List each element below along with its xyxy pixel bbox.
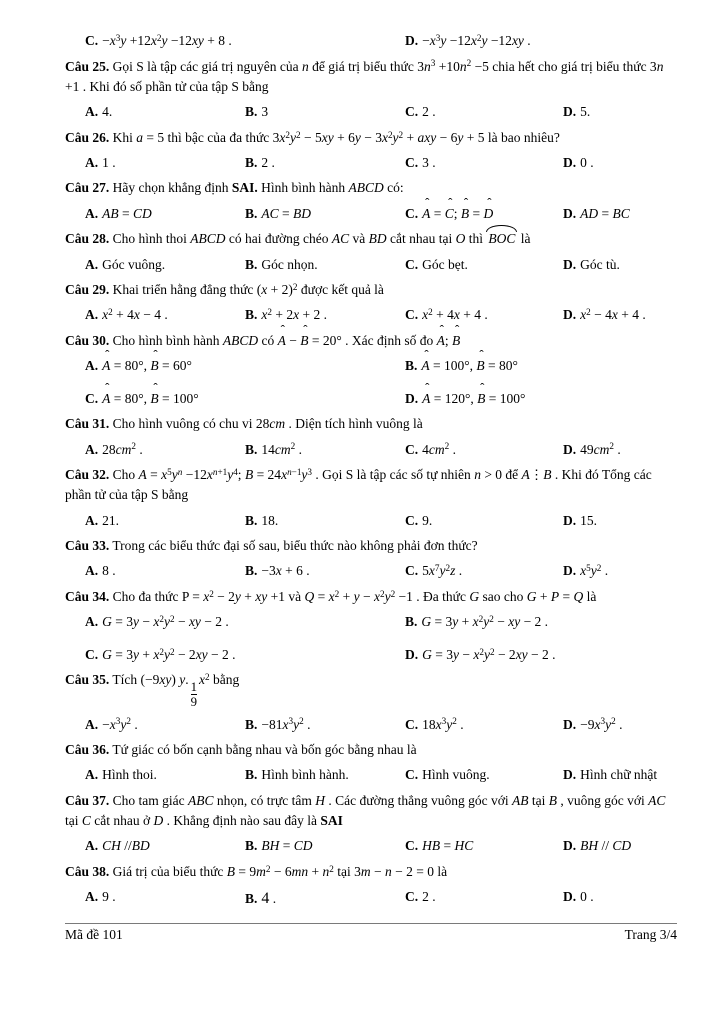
option-text: $18x^3y^2$ . (422, 716, 464, 732)
option-text: 2 . (422, 889, 436, 905)
option (85, 356, 405, 376)
option-text: $x^2 + 4x - 4$ . (102, 307, 168, 323)
option (85, 440, 245, 460)
option-text: Hình chữ nhật (580, 767, 658, 783)
question-text: Câu 38. Giá trị của biểu thức $B = 9m^2 - 6mn + n^2$ tại 3m − n − 2 = 0 là (65, 863, 448, 880)
option-key: C. (405, 104, 419, 120)
option-text: −3x + 6 . (261, 563, 310, 579)
angle-hat: ˆ B (452, 331, 460, 351)
option-key: C. (405, 154, 419, 170)
angle-hat: ˆ A (422, 389, 430, 409)
option (563, 836, 677, 856)
angle-hat: ˆ B (461, 204, 469, 224)
option (85, 255, 245, 275)
option-key: D. (563, 512, 577, 528)
options-row (65, 836, 677, 856)
question-label: Câu 30. (65, 332, 110, 348)
option-text: $28cm^2$ . (102, 441, 143, 457)
option-text: Góc nhọn. (261, 256, 318, 272)
option (85, 645, 405, 665)
option (405, 102, 563, 122)
option-key: A. (85, 512, 99, 528)
option (85, 31, 405, 51)
option-key: C. (405, 767, 419, 783)
angle-hat: ˆ B (476, 356, 484, 376)
option-key: C. (85, 646, 99, 662)
question-label: Câu 34. (65, 588, 110, 604)
option (405, 561, 563, 581)
option-text: 2 . (422, 104, 436, 120)
options-row (65, 102, 677, 122)
option-text: $14cm^2$ . (261, 441, 302, 457)
option-text: 9 . (102, 889, 116, 905)
question-text: Câu 27. Hãy chọn khẳng định SAI. Hình bình hành ABCD có: (65, 180, 404, 196)
option (405, 715, 563, 735)
option-text: $G = 3y - x^2y^2 - 2xy - 2$ . (422, 646, 556, 662)
option-key: B. (245, 154, 258, 170)
angle-hat: ˆ B (300, 331, 308, 351)
angle-hat: ˆ B (150, 389, 158, 409)
option-key: A. (85, 154, 99, 170)
option (563, 440, 677, 460)
option (85, 389, 405, 409)
option-key: D. (563, 889, 577, 905)
angle-hat: ˆ A (437, 331, 445, 351)
options-row (65, 887, 677, 910)
option (563, 715, 677, 735)
fraction: $\frac{1}{9}$ (190, 680, 198, 710)
option-text: $G = 3y - x^2y^2$ − xy − 2 . (102, 614, 229, 630)
page-footer (65, 923, 677, 945)
question-text: Câu 36. Tứ giác có bốn cạnh bằng nhau và bốn góc bằng nhau là (65, 742, 417, 758)
option-text: 3 . (422, 154, 436, 170)
question-label: Câu 32. (65, 467, 110, 483)
option-text: 9. (422, 512, 433, 528)
option (85, 102, 245, 122)
option (85, 305, 245, 325)
option (245, 836, 405, 856)
question-text: Câu 31. Cho hình vuông có chu vi 28cm . Diện tích hình vuông là (65, 416, 423, 432)
option-text: $x^2 + 4x + 4$ . (422, 307, 488, 323)
option (245, 102, 405, 122)
option-text: $4cm^2$ . (422, 441, 456, 457)
option-text: 4 . (261, 890, 277, 908)
option (563, 255, 677, 275)
option-text: $5x^7y^2z$ . (422, 563, 463, 579)
option-key: A. (85, 614, 99, 630)
option-text: CH //BD (102, 838, 150, 854)
option-text: Hình bình hành. (261, 767, 349, 783)
question-label: Câu 33. (65, 538, 110, 554)
question-text: Câu 29. Khai triển hằng đẳng thức $(x + 2)^2$ được kết quả là (65, 281, 384, 298)
page-number: Trang 3/4 (624, 927, 677, 943)
option-text: 8 . (102, 563, 116, 579)
options-row (65, 612, 677, 664)
option-key: A. (85, 256, 99, 272)
option (85, 511, 245, 531)
option (85, 765, 245, 785)
option-text: Góc bẹt. (422, 256, 468, 272)
option (85, 715, 245, 735)
option (245, 715, 405, 735)
option-text: AD = BC (580, 205, 630, 221)
option (563, 765, 677, 785)
option (563, 153, 677, 173)
option-key: B. (245, 563, 258, 579)
option-key: A. (85, 838, 99, 854)
question-text: Câu 26. Khi a = 5 thì bậc của đa thức $3x^2y^2 - 5xy + 6y - 3x^2y^2$ + axy − 6y + 5 là bao nhiêu? (65, 129, 560, 145)
angle-hat: ˆ B (477, 389, 485, 409)
option-key: D. (563, 256, 577, 272)
option-text: $G = 3y + x^2y^2 - 2xy - 2$ . (102, 646, 236, 662)
option-key: A. (85, 104, 99, 120)
options-row (65, 255, 677, 275)
option (245, 255, 405, 275)
option-text: 2 . (261, 154, 275, 170)
option (405, 765, 563, 785)
option-text: ˆ A = 100°, ˆ B = 80° (421, 358, 518, 373)
option-key: B. (245, 767, 258, 783)
angle-hat: ˆ A (422, 204, 430, 224)
option-key: D. (563, 307, 577, 323)
option-key: D. (405, 646, 419, 662)
question-label: Câu 25. (65, 58, 110, 74)
option-key: C. (405, 563, 419, 579)
options-row (65, 153, 677, 173)
option-key: C. (405, 889, 419, 905)
option (405, 305, 563, 325)
option (85, 887, 245, 910)
angle-hat: ˆ B (150, 356, 158, 376)
option-key: A. (85, 889, 99, 905)
question-label: Câu 26. (65, 129, 110, 145)
option (245, 511, 405, 531)
wide-hat: BOC (486, 229, 517, 249)
option-text: $-81x^3y^2$ . (261, 716, 311, 732)
option-key: D. (563, 154, 577, 170)
angle-hat: ˆ C (445, 204, 454, 224)
question-text: Câu 28. Cho hình thoi ABCD có hai đường chéo AC và BD cắt nhau tại O thì BOC là (65, 229, 677, 249)
option (405, 356, 677, 376)
options-row (65, 31, 677, 51)
option-key: A. (85, 307, 99, 323)
option (405, 645, 677, 665)
option (405, 612, 677, 632)
option (563, 561, 677, 581)
option-key: D. (563, 716, 577, 732)
question-text: Câu 33. Trong các biểu thức đại số sau, biểu thức nào không phải đơn thức? (65, 538, 478, 554)
option-key: B. (245, 307, 258, 323)
option-text: $x^5y^2$ . (580, 563, 609, 579)
option-key: C. (405, 716, 419, 732)
option-key: D. (563, 104, 577, 120)
option-key: B. (245, 256, 258, 272)
options-row (65, 356, 677, 408)
option-key: A. (85, 358, 99, 374)
option-text: $-x^3y -12x^2y -12xy$ . (422, 32, 531, 48)
option (405, 204, 563, 224)
angle-hat: ˆ A (421, 356, 429, 376)
question-label: Câu 35. (65, 672, 110, 688)
option-key: C. (405, 441, 419, 457)
angle-hat: ˆ A (278, 331, 286, 351)
options-row (65, 561, 677, 581)
question-label: Câu 28. (65, 231, 110, 247)
options-row (65, 440, 677, 460)
option-text: 1 . (102, 154, 116, 170)
option-key: C. (405, 838, 419, 854)
question-label: Câu 27. (65, 180, 110, 196)
option (245, 561, 405, 581)
option (405, 389, 677, 409)
option-key: C. (85, 390, 99, 406)
option-text: ˆ A = 80°, ˆ B = 100° (102, 391, 199, 406)
option (85, 153, 245, 173)
question-label: Câu 31. (65, 416, 110, 432)
option-text: AB = CD (102, 205, 152, 221)
angle-hat: ˆ D (484, 204, 494, 224)
option-key: D. (563, 767, 577, 783)
option-text: AC = BD (261, 205, 312, 221)
option (245, 887, 405, 910)
option-text: $x^2 - 4x + 4$ . (580, 307, 646, 323)
exam-code: Mã đề 101 (65, 927, 123, 943)
option (405, 255, 563, 275)
option-text: 5. (580, 104, 591, 120)
option-text: ˆ A = 80°, ˆ B = 60° (102, 358, 192, 373)
option (405, 511, 563, 531)
option (245, 153, 405, 173)
option-key: D. (405, 390, 419, 406)
option-key: B. (405, 358, 418, 374)
question-text: Câu 35. Tích (−9xy) y. $\frac{1}{9}$ $x^2$ bằng (65, 672, 240, 710)
options-row (65, 511, 677, 531)
option-text: BH // CD (580, 838, 632, 854)
option-key: D. (563, 838, 577, 854)
option-text: Hình vuông. (422, 767, 490, 783)
option-text: 18. (261, 512, 279, 528)
option-text: 21. (102, 512, 119, 528)
option (245, 305, 405, 325)
option-key: C. (85, 33, 99, 48)
question-label: Câu 36. (65, 742, 110, 758)
option-key: B. (405, 614, 418, 630)
option (405, 31, 677, 51)
option-key: A. (85, 563, 99, 579)
option-key: A. (85, 205, 99, 221)
question-label: Câu 38. (65, 864, 110, 880)
options-row (65, 305, 677, 325)
option (405, 836, 563, 856)
option-key: B. (245, 104, 258, 120)
question-text: Câu 37. Cho tam giác ABC nhọn, có trực tâm H . Các đường thẳng vuông góc với AB tại B , vuông góc với AC tại C cắt nhau ở D . Khẳng định nào sau đây là SAI (65, 792, 666, 829)
angle-hat: ˆ A (102, 356, 110, 376)
option (563, 102, 677, 122)
option (85, 561, 245, 581)
question-text: Câu 25. Gọi S là tập các giá trị nguyên của n để giá trị biểu thức $3n^3 +10n^2 -5$ chia hết cho giá trị biểu thức 3n +1 . Khi đó số phần tử của tập S bằng (65, 58, 664, 94)
option (563, 204, 677, 224)
option-text: 15. (580, 512, 597, 528)
option-key: C. (405, 205, 419, 221)
option-text: Hình thoi. (102, 767, 157, 783)
option (405, 440, 563, 460)
option-key: A. (85, 767, 99, 783)
option-text: Góc tù. (580, 256, 620, 272)
option-key: D. (405, 33, 419, 48)
option-key: B. (245, 441, 258, 457)
option-text: BH = CD (261, 838, 313, 854)
option (405, 887, 563, 910)
option-text: $G = 3y + x^2y^2$ − xy − 2 . (421, 614, 549, 630)
option (85, 836, 245, 856)
option-text: $-x^3y^2$ . (102, 716, 138, 732)
option-text: 0 . (580, 154, 594, 170)
option (245, 765, 405, 785)
option-key: B. (245, 891, 258, 907)
option-text: HB = HC (422, 838, 474, 854)
option (85, 204, 245, 224)
option-text: $-x^3y +12x^2y -12xy + 8$ . (102, 32, 232, 48)
option-text: 4. (102, 104, 113, 120)
options-row (65, 715, 677, 735)
question-text: Câu 34. Cho đa thức $P = x^2 - 2y$ + xy +1 và $Q = x^2 + y - x^2y^2 -1$ . Đa thức G sao cho G + P = Q là (65, 588, 597, 604)
option-key: A. (85, 441, 99, 457)
option-text: 3 (261, 104, 269, 120)
option-key: C. (405, 512, 419, 528)
options-row (65, 765, 677, 785)
option-key: C. (405, 307, 419, 323)
option-key: C. (405, 256, 419, 272)
angle-hat: ˆ A (102, 389, 110, 409)
option-key: D. (563, 205, 577, 221)
question-label: Câu 29. (65, 282, 110, 298)
option (563, 511, 677, 531)
option-key: D. (563, 563, 577, 579)
question-label: Câu 37. (65, 792, 110, 808)
question-list (65, 31, 677, 910)
option-text: Góc vuông. (102, 256, 166, 272)
option-text: $x^2 + 2x + 2$ . (261, 307, 327, 323)
option (245, 204, 405, 224)
option-text: $-9x^3y^2$ . (580, 716, 623, 732)
option-text: ˆ A = ˆ C; ˆ B = ˆ D (422, 206, 493, 221)
option-key: A. (85, 716, 99, 732)
option (563, 887, 677, 910)
question-text: Câu 32. Cho $A = x^5y^n -12x^{n+1}y^4$; $B = 24x^{n-1}y^3$ . Gọi S là tập các số tự nhiên n > 0 để A⋮B . Khi đó Tổng các phần tử của tập S bằng (65, 466, 652, 503)
option-text: $49cm^2$ . (580, 441, 621, 457)
option-key: B. (245, 512, 258, 528)
option (563, 305, 677, 325)
option-text: 0 . (580, 889, 594, 905)
option-text: ˆ A = 120°, ˆ B = 100° (422, 391, 525, 406)
option (245, 440, 405, 460)
option (405, 153, 563, 173)
option-key: D. (563, 441, 577, 457)
option (85, 612, 405, 632)
option-key: B. (245, 716, 258, 732)
options-row (65, 204, 677, 224)
option-key: B. (245, 838, 258, 854)
question-text: Câu 30. Cho hình bình hành ABCD có ˆ A − ˆ B = 20° . Xác định số đo ˆ A; ˆ B (65, 331, 677, 351)
option-key: B. (245, 205, 258, 221)
